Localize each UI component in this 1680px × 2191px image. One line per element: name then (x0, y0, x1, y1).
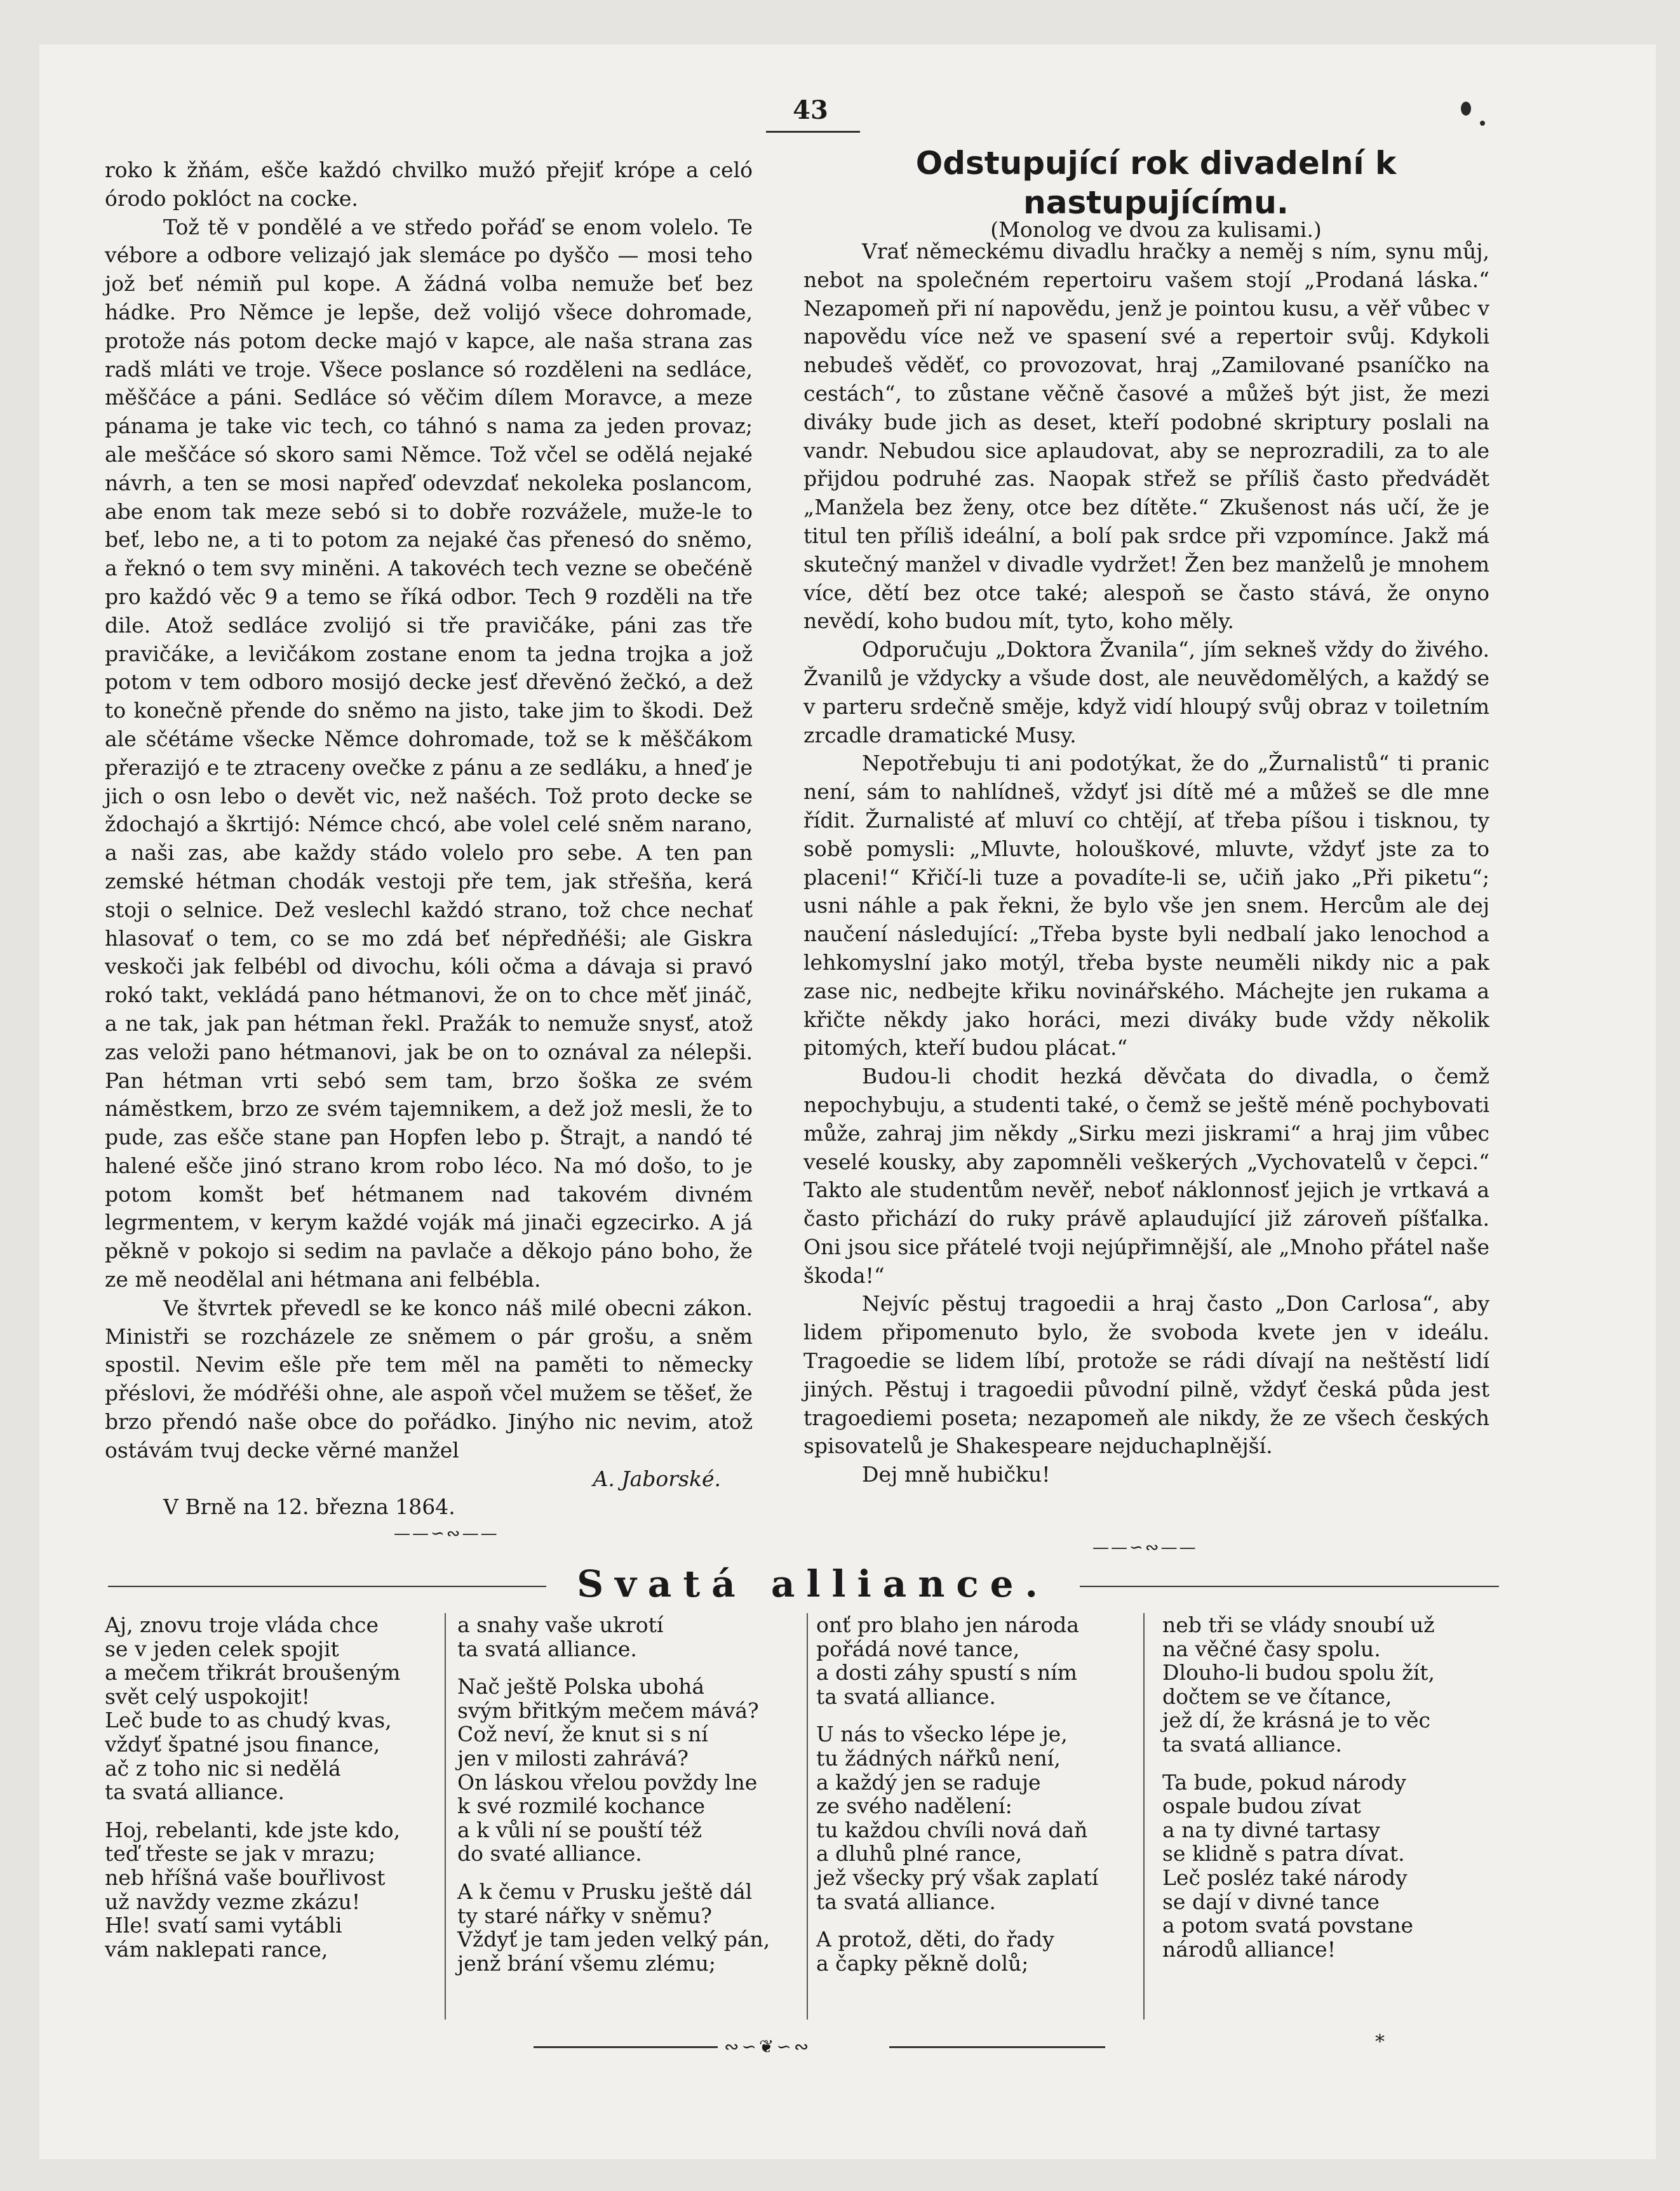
poem-line: Což neví, že knut si s ní (457, 1722, 708, 1747)
right-end-ornament: ——∽∾—— (1092, 1538, 1198, 1557)
poem-line: A k čemu v Prusku ještě dál (457, 1879, 753, 1904)
poem-line: a každý jen se raduje (816, 1769, 1041, 1795)
poem-line: ta svatá alliance. (816, 1889, 996, 1914)
poem-column-divider (807, 1613, 808, 2020)
end-rule-right (889, 2046, 1105, 2048)
poem-line: vždyť špatné jsou finance, (105, 1731, 380, 1757)
end-rule-left (534, 2046, 718, 2048)
poem-line: Aj, znovu troje vláda chce (105, 1612, 379, 1637)
poem-line: ty staré nářky v sněmu? (457, 1903, 712, 1928)
poem-line: a k vůli ní se pouští též (457, 1817, 702, 1842)
right-paragraph-2: Odporučuju „Doktora Žvanila“, jím sekneš vždy do živého. Žvanilů je vždycky a všude dost, ale neuvědomělých, a každý se v parteru srdečně směje, když vidí hloupý svůj obraz v toiletním zrcadle dramatické Musy. (803, 637, 1489, 747)
poem-line: teď třeste se jak v mrazu; (105, 1841, 376, 1866)
poem-line: ta svatá alliance. (1162, 1731, 1342, 1757)
left-column (105, 156, 753, 1522)
poem-line: ze svého nadělení: (816, 1793, 1012, 1819)
poem-line: dočtem se ve čítance, (1162, 1684, 1392, 1709)
poem-line: tu každou chvíli nová daň (816, 1817, 1088, 1842)
poem-stanza (816, 1722, 1146, 1913)
right-closing: Dej mně hubičku! (862, 1462, 1051, 1487)
right-paragraph-3: Nepotřebuju ti ani podotýkat, že do „Žurnalistů“ ti pranic není, sám to nahlídneš, vždyť jsi dítě mé a můžeš se dle mne řídit. Žurnalisté ať mluví co chtějí, ať třeba píšou i tisknou, ty sobě pomysli: „Mluvte, holouškové, mluvte, vždyť jste za to placeni!“ Křičí-li tuze a povadíte-li se, učiň jako „Při piketu“; usni náhle a pak řekni, že bylo vše jen snem. Hercům ale dej naučení následující: „Třeba byste byli nedbalí jako lenochod a lehkomyslní jako motýl, třeba byste neuměli nikdy nic a pak zase nic, nedbejte křiku novinářského. Máchejte jen rukama a křičte někdy jako horáci, mezi diváky bude vždy několik pitomých, kteří budou plácat.“ (803, 751, 1489, 1061)
poem-column-3 (816, 1613, 1146, 1989)
poem-stanza (457, 1613, 800, 1661)
poem-line: ospale budou zívat (1162, 1793, 1361, 1819)
ink-speck (1480, 121, 1485, 126)
poem-line: ta svatá alliance. (457, 1636, 637, 1661)
poem-line: ač z toho nic si nedělá (105, 1755, 341, 1781)
end-mark: * (1375, 2031, 1385, 2053)
poem-line: vám naklepati rance, (105, 1936, 328, 1962)
poem-column-divider (1143, 1613, 1145, 2020)
poem-line: se klidně s patra dívat. (1162, 1841, 1405, 1866)
poem-line: Ta bude, pokud národy (1162, 1769, 1406, 1795)
poem-line: už navždy vezme zkázu! (105, 1889, 361, 1914)
poem-line: k své rozmilé kochance (457, 1793, 706, 1819)
poem-line: Nač ještě Polska ubohá (457, 1674, 705, 1699)
poem-line: a čapky pěkně dolů; (816, 1950, 1029, 1976)
poem-column-4 (1162, 1613, 1493, 1975)
poem-stanza (816, 1927, 1146, 1975)
poem-line: ta svatá alliance. (816, 1684, 996, 1709)
page-number-rule (766, 131, 860, 133)
poem-line: U nás to všecko lépe je, (816, 1722, 1068, 1747)
right-paragraph-4: Budou-li chodit hezká děvčata do divadla, o čemž nepochybuju, a studenti také, o čemž se ještě méně pochybovati může, zahraj jim někdy „Sirku mezi jiskrami“ a hraj jim vůbec veselé kousky, aby zapomněli veškerých „Vychovatelů v čepci.“ Takto ale studentům nevěř, neboť náklonnosť jejich je vrtkavá a často přichází do ruky právě aplaudující již zároveň píšťalka. Oni jsou sice přátelé tvoji nejúpřimnější, ale „Mnoho přátel naše škoda!“ (803, 1064, 1489, 1288)
poem-line: tu žádných nářků není, (816, 1745, 1061, 1771)
right-column (803, 238, 1489, 1489)
left-paragraph-2: Tož tě v pondělé a ve středo pořáď se enom volelo. Te vébore a odbore velizajó jak slemáce po dyščo — mosi teho jož beť némiň pul kope. A žádná volba nemuže beť bez hádke. Pro Němce je lepše, dež volijó všece dohromade, protože nás potom decke majó v kapce, ale naša strana zas radš mláti ve troje. Všece poslance só rozděleni na sedláce, měščáce a páni. Sedláce só věčim dílem Moravce, a meze pánama je take vic tech, co táhnó s nama za jeden provaz; ale meščáce só skoro sami Němce. Tož včel se odělá nejaké návrh, a ten se mosi napřeď odevzdať nekoleka poslancom, abe enom tak meze sebó si to dobře rozvážele, muže-le to beť, lebo ne, a ti to potom za nejaké čas přenesó do sněmo, a řeknó o tem svy miněni. A takovéch tech vezne se obečéně pro každó věc 9 a temo se říká odbor. Tech 9 rozděli na tře dile. Atož sedláce zvolijó si tře pravičáke, páni zas tře pravičáke, a levičákom zostane enom ta jedna trojka a jož potom v tem odboro mosijó decke jesť dřevěnó žečkó, a dež to konečně přende do sněmo na jisto, take jim to škodi. Dež ale sčétáme všecke Němce dohromade, tož se k měščákom přerazijó e te ztraceny ovečke z pánu a ze sedláku, a hneď je jich o osn lebo o devět vic, než našéch. Tož proto decke se ždochajó a škrtijó: Némce chcó, abe volel celé sněm narano, a naši zas, abe každy stádo volelo pro sebe. A ten pan zemské hétman chodák vestoji pře tem, jak střešňa, kerá stoji o selnice. Dež veslechl každó strano, tož chce nechať hlasovať o tem, co se mo zdá beť népředňéši; ale Giskra veskoči jak felbébl od divochu, kóli očma a dávaja si pravó rokó takt, vekládá pano hétmanovi, že on to chce měť jináč, a ne tak, jak pan hétman řekl. Pražák to nemuže snysť, atož zas veloži pano hétmanovi, jak be on to oznával za nélepši. Pan hétman vrti sebó sem tam, brzo šoška ze svém náměstkem, brzo ze svém tajemnikem, a dež jož mesli, že to pude, zas ešče stane pan Hopfen lebo p. Štrajt, a nandó té halené ešče jinó strano krom robo léco. Na mó došo, to je potom komšt beť hétmanem nad takovém divném legrmentem, v kerym každé voják má jinači egzecirko. A já pěkně v pokojo si sedim na pavlače a děkojo páno boho, že ze mě neodělal ani hétmana ani felbébla. (105, 214, 753, 1292)
poem-line: A protož, děti, do řady (816, 1927, 1054, 1952)
poem-line: a snahy vaše ukrotí (457, 1612, 664, 1637)
poem-line: jež dí, že krásná je to věc (1162, 1708, 1431, 1733)
end-ornament: ∾∽❦∽∾ (724, 2036, 812, 2057)
poem-line: Leč posléz také národy (1162, 1865, 1408, 1890)
poem-line: a mečem třikrát broušeným (105, 1660, 401, 1685)
poem-line: neb tři se vlády snoubí už (1162, 1612, 1435, 1637)
poem-line: Dlouho-li budou spolu žít, (1162, 1660, 1435, 1685)
poem-line: a na ty divné tartasy (1162, 1817, 1380, 1842)
poem-line: ta svatá alliance. (105, 1779, 285, 1805)
poem-line: svým břitkým mečem mává? (457, 1698, 759, 1723)
poem-line: Leč bude to as chudý kvas, (105, 1708, 392, 1733)
article-title: Odstupující rok divadelní k nastupujícímu. (915, 145, 1397, 221)
signature: A. Jaborské. (593, 1466, 721, 1491)
ink-speck (1461, 102, 1471, 116)
poem-line: a dluhů plné rance, (816, 1841, 1023, 1866)
poem-stanza (457, 1880, 800, 1975)
poem-title: Svatá alliance. (577, 1562, 1049, 1605)
poem-stanza (816, 1613, 1146, 1708)
poem-line: neb hříšná vaše bouřlivost (105, 1865, 386, 1890)
left-paragraph-3: Ve štvrtek převedl se ke konco náš milé obecni zákon. Ministři se rozcházele ze sněmem o pár grošu, a sněm spostil. Nevim ešle pře tem měl na paměti to německy přéslovi, že módřéši ohne, ale aspoň včel mužem se těšeť, že brzo přendó naše obce do pořádko. Jinýho nic nevim, atož ostávám tvuj decke věrné manžel (105, 1295, 753, 1463)
poem-line: se dají v divné tance (1162, 1889, 1380, 1914)
poem-column-2 (457, 1613, 800, 1989)
poem-title-rule-right (1080, 1586, 1499, 1587)
poem-stanza (105, 1613, 435, 1804)
poem-line: pořádá nové tance, (816, 1636, 1020, 1661)
poem-stanza (105, 1818, 435, 1962)
poem-line: národů alliance! (1162, 1936, 1336, 1962)
poem-line: Hoj, rebelanti, kde jste kdo, (105, 1817, 401, 1842)
poem-line: se v jeden celek spojit (105, 1636, 339, 1661)
poem-line: do svaté alliance. (457, 1841, 642, 1866)
poem-line: na věčné časy spolu. (1162, 1636, 1381, 1661)
page-number: 43 (793, 95, 828, 125)
poem-column-1 (105, 1613, 435, 1975)
poem-line: jenž brání všemu zlému; (457, 1950, 716, 1976)
poem-line: svět celý uspokojit! (105, 1684, 310, 1709)
poem-title-rule-left (108, 1586, 546, 1587)
poem-line: onť pro blaho jen národa (816, 1612, 1079, 1637)
dateline: V Brně na 12. března 1864. (163, 1494, 455, 1520)
left-paragraph-1: roko k žňám, ešče každó chvilko mužó přejiť krópe a celó órodo poklóct na cocke. (105, 157, 753, 211)
right-paragraph-1: Vrať německému divadlu hračky a neměj s ním, synu můj, nebot na společném repertoiru vašem stojí „Prodaná láska.“ Nezapomeň při ní napovědu, jenž je pointou kusu, a věř vůbec v napovědu více než ve spasení své a repertoir svůj. Kdykoli nebudeš věděť, co provozovat, hraj „Zamilované psaníčko na cestách“, to zůstane věčně časové a můžeš být jist, že mezi diváky bude jich as deset, kteří podobné skriptury poslali na vandr. Nebudou sice aplaudovat, aby se neprozradili, za to ale přijdou podruhé zas. Naopak střež se příliš často předvádět „Manžela bez ženy, otce bez dítěte.“ Zkušenost nás učí, že je titul ten příliš ideální, a bolí pak srdce při vzpomínce. Jakž má skutečný manžel v divadle vydržet! Žen bez manželů je mnohem více, dětí bez otce také; alespoň se často stává, že onyno nevědí, koho budou mít, tyto, koho měly. (803, 239, 1489, 634)
left-end-ornament: ——∽∾—— (394, 1524, 499, 1543)
poem-line: Vždyť je tam jeden velký pán, (457, 1927, 770, 1952)
poem-line: a potom svatá povstane (1162, 1913, 1414, 1938)
poem-stanza (1162, 1771, 1493, 1962)
right-paragraph-5: Nejvíc pěstuj tragoedii a hraj často „Don Carlosa“, aby lidem připomenuto bylo, že svoboda kvete jen v ideálu. Tragoedie se lidem líbí, protože se rádi dívají na neštěstí lidí jiných. Pěstuj i tragoedii původní pilně, vždyť česká půda jest tragoediemi poseta; nezapomeň ale nikdy, že ze všech českých spisovatelů je Shakespeare nejduchaplnější. (803, 1291, 1489, 1459)
article-subtitle: (Monolog ve dvou za kulisami.) (990, 217, 1322, 242)
poem-line: On láskou vřelou povždy lne (457, 1769, 758, 1795)
poem-line: jež všecky prý však zaplatí (816, 1865, 1099, 1890)
poem-stanza (457, 1675, 800, 1866)
poem-column-divider (445, 1613, 446, 2020)
poem-line: Hle! svatí sami vytábli (105, 1913, 342, 1938)
poem-line: a dosti záhy spustí s ním (816, 1660, 1077, 1685)
poem-stanza (1162, 1613, 1493, 1757)
poem-line: jen v milosti zahrává? (457, 1745, 689, 1771)
